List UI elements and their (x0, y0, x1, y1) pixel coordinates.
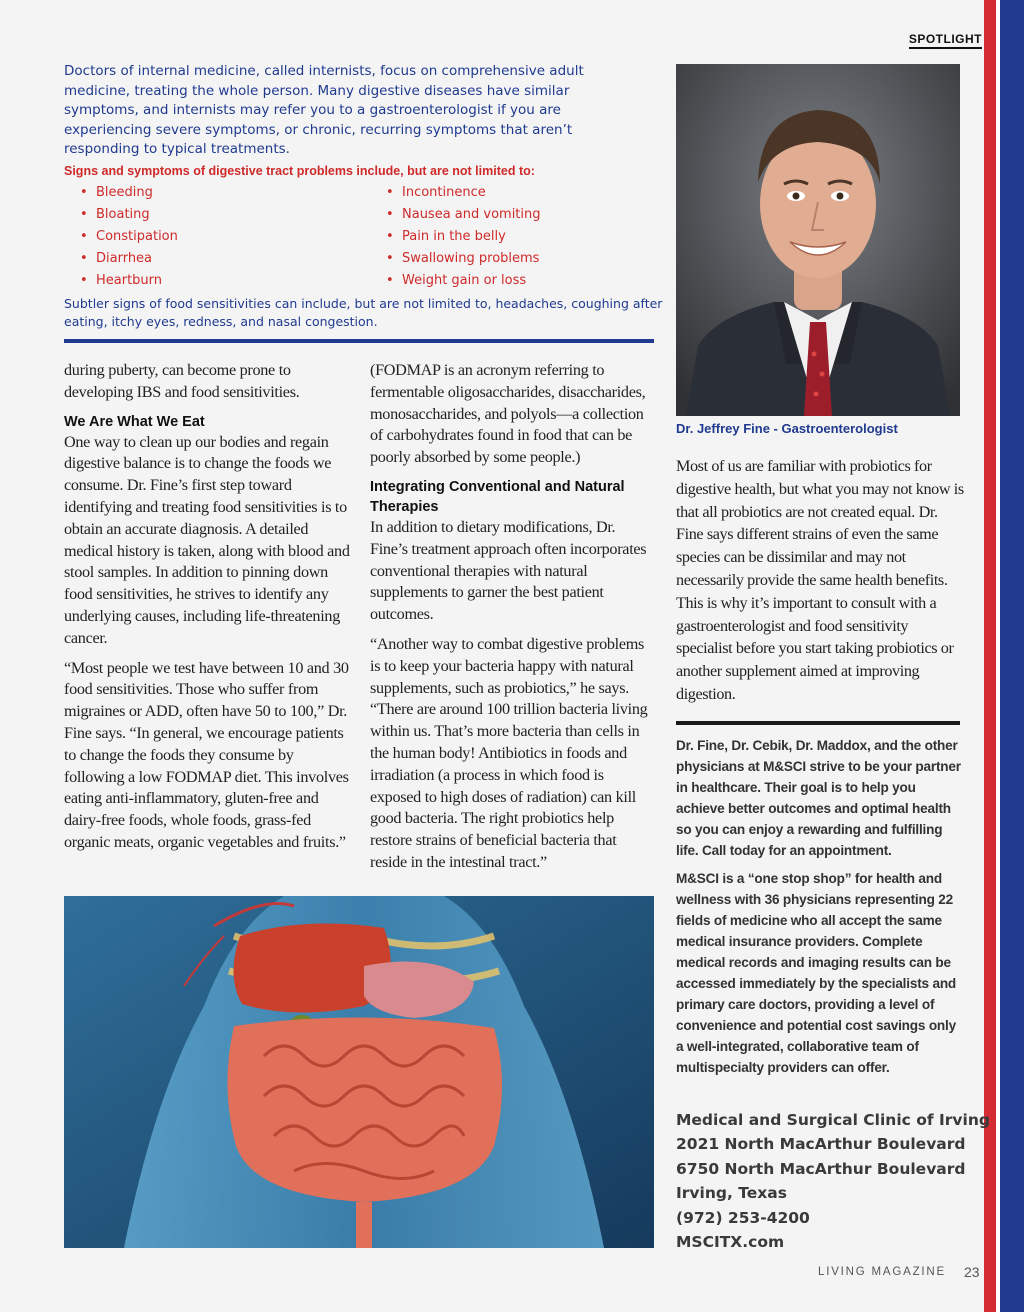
subtle-signs-note: Subtler signs of food sensitivities can include, but are not limited to, headaches, coughing after eating, itchy eyes, redness, and nasal congestion. (64, 296, 663, 329)
edge-stripe-blue (1000, 0, 1024, 1312)
clinic-address (676, 1108, 990, 1254)
subheading: We Are What We Eat (64, 413, 205, 430)
symptom-item: • Heartburn (80, 272, 386, 294)
paragraph: during puberty, can become prone to developing IBS and food sensitivities. (64, 361, 300, 401)
article-column-1 (64, 360, 350, 862)
paragraph: Dr. Fine, Dr. Cebik, Dr. Maddox, and the other physicians at M&SCI strive to be your partner in healthcare. Their goal is to help you achieve better outcomes and optimal health so you can enjoy a rewarding and fulfilling life. Call today for an appointment. (676, 738, 961, 858)
address-line: 2021 North MacArthur Boulevard (676, 1135, 966, 1154)
paragraph: “Another way to combat digestive problems is to keep your bacteria happy with natural supplements, such as probiotics,” he says. “There are around 100 trillion bacteria living within us. That’s more bacteria than cells in the human body! Antibiotics in foods and irradiation (a process in which food is exposed to high doses of radiation) can kill good bacteria. The right probiotics help restore strains of beneficial bacteria that reside in the intestinal tract.” (370, 634, 648, 871)
clinic-name: Medical and Surgical Clinic of Irving (676, 1111, 990, 1129)
symptom-item: • Diarrhea (80, 250, 386, 272)
magazine-name: LIVING MAGAZINE (818, 1266, 946, 1278)
article-column-2 (370, 360, 656, 882)
page-number: 23 (964, 1264, 980, 1280)
section-label: SPOTLIGHT (909, 32, 982, 49)
doctor-portrait-photo (676, 64, 960, 416)
symptoms-heading: Signs and symptoms of digestive tract problems include, but are not limited to: (64, 164, 535, 178)
clinic-divider (676, 721, 960, 725)
sidebar-intro: Doctors of internal medicine, called internists, focus on comprehensive adult medicine, treating the whole person. Many digestive diseases have similar symptoms, and internists may refer you to a gastroenterologist if you are experiencing severe symptoms, or chronic, recurring symptoms that aren’t responding to typical treatments. (64, 63, 584, 158)
symptom-item: • Constipation (80, 228, 386, 250)
portrait-illustration (676, 64, 960, 416)
symptom-item: • Bleeding (80, 184, 386, 206)
symptom-item: • Bloating (80, 206, 386, 228)
address-line: 6750 North MacArthur Boulevard (676, 1159, 966, 1178)
symptoms-list (80, 184, 660, 294)
address-city: Irving, Texas (676, 1184, 787, 1203)
symptom-item: • Swallowing problems (386, 250, 660, 272)
phone-number: (972) 253-4200 (676, 1208, 810, 1227)
paragraph: “Most people we test have between 10 and 30 food sensitivities. Those who suffer from migraines or ADD, often have 50 to 100,” Dr. Fine says. “In general, we encourage patients to change the foods they consume by following a low FODMAP diet. This involves eating anti-inflammatory, gluten-free and dairy-free foods, whole foods, grass-fed organic meats, organic vegetables and fruits.” (64, 658, 349, 851)
paragraph: (FODMAP is an acronym referring to fermentable oligosaccharides, disaccharides, monosaccharides, and polyols—a collection of carbohydrates found in food that can be poorly absorbed by some people.) (370, 361, 646, 467)
website-link[interactable]: MSCITX.com (676, 1233, 785, 1252)
clinic-info-box (676, 736, 966, 1087)
digestive-system-illustration (64, 896, 654, 1248)
paragraph: M&SCI is a “one stop shop” for health and wellness with 36 physicians representing 22 fields of medicine who all accept the same medical insurance providers. Complete medical records and imaging results can be accessed immediately by the specialists and primary care doctors, providing a level of convenience and potential cost savings only a well-integrated, collaborative team of multispecialty providers can offer. (676, 871, 957, 1075)
subheading: Integrating Conventional and Natural Therapies (370, 478, 625, 515)
sidebar-divider (64, 339, 654, 343)
symptom-item: • Nausea and vomiting (386, 206, 660, 228)
photo-caption: Dr. Jeffrey Fine - Gastroenterologist (676, 421, 898, 436)
article-column-3: Most of us are familiar with probiotics for digestive health, but what you may not know is that all probiotics are not created equal. Dr. Fine says different strains of even the same species can be dissimilar and may not necessarily provide the same health benefits. This is why it’s important to consult with a gastroenterologist and food sensitivity specialist before you start taking probiotics or another supplement aimed at improving digestion. (676, 457, 964, 703)
symptom-item: • Pain in the belly (386, 228, 660, 250)
symptom-item: • Weight gain or loss (386, 272, 660, 294)
paragraph: In addition to dietary modifications, Dr. Fine’s treatment approach often incorporates conventional therapies with natural supplements to garner the best patient outcomes. (370, 517, 647, 624)
paragraph: One way to clean up our bodies and regain digestive balance is to change the foods we consume. Dr. Fine’s first step toward identifying and treating food sensitivities is to obtain an accurate diagnosis. A detailed medical history is taken, along with blood and stool samples. In addition to pinning down food sensitivities, he strives to identify any underlying causes, including life-threatening cancer. (64, 432, 350, 647)
anatomy-graphic (64, 896, 654, 1248)
symptom-item: • Incontinence (386, 184, 660, 206)
